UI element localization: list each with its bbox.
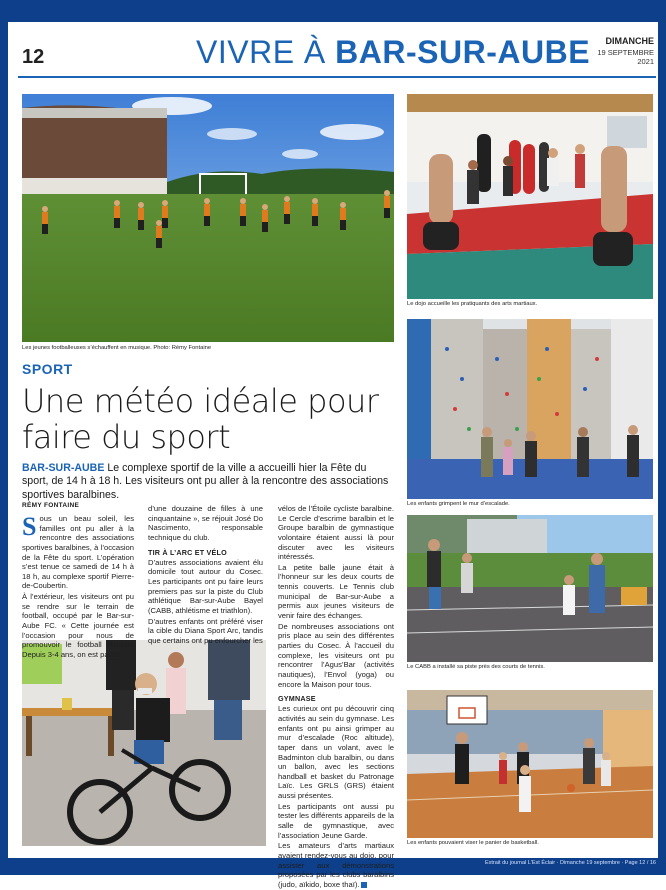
dojo-caption: Le dojo accueille les pratiquants des arts martiaux. xyxy=(407,301,538,307)
football-photo xyxy=(22,94,394,342)
col2-paragraph-3: D’autres enfants ont préféré viser la cible du Diana Sport Arc, tandis que certains ont pu enfourcher les xyxy=(148,616,263,645)
col3-paragraph-5: Les participants ont aussi pu tester les différents appareils de la salle de gymnastique, avec l’association Jeune Garde. xyxy=(278,801,394,840)
basket-caption: Les enfants pouvaient viser le panier de basketball. xyxy=(407,840,539,846)
football-caption: Les jeunes footballeuses s’échauffent en musique. Photo: Rémy Fontaine xyxy=(22,345,212,351)
edition-date: 19 SEPTEMBRE 2021 xyxy=(597,48,654,66)
col3-paragraph-4: Les curieux ont pu découvrir cinq activités au sein du gymnase. Les enfants ont pu ainsi grimper au mur d’escalade (Roc altitude), taper dans un volant, avec le Badminton club baralbin, ou dans un ballon, avec les sections handball et basket du Patronage Laïc. Les GRLS (GRS) étaient aussi présentes. xyxy=(278,704,394,801)
col3-paragraph-2: La petite balle jaune était à l’honneur sur les deux courts de tennis couverts. Le Tennis club municipal de Bar-sur-Aube a permis aux jeunes visiteurs de venir faire des échanges. xyxy=(278,562,394,621)
section-city: BAR-SUR-AUBE xyxy=(335,34,591,70)
article-byline: RÉMY FONTAINE xyxy=(22,502,80,509)
climbing-caption: Les enfants grimpent le mur d’escalade. xyxy=(407,501,510,507)
col3-paragraph-3: De nombreuses associations ont pris place au sein des différentes parties du Cosec. À l’accueil du complexe, les visiteurs ont pu rencontrer l’Agus’Bar (activités nautiques), l’Envol (yoga) ou encore la Maison pour tous. xyxy=(278,621,394,689)
article-rubric: SPORT xyxy=(22,361,73,377)
article-headline: Une météo idéale pour faire du sport xyxy=(22,382,379,456)
drop-cap: S xyxy=(22,512,37,541)
article-column-3 xyxy=(278,504,394,890)
dojo-photo xyxy=(407,94,653,299)
article-column-1 xyxy=(22,514,134,661)
col1-paragraph-1: ous un beau soleil, les familles ont pu aller à la rencontre des associations sportives baralbines, à l’occasion de la Fête du sport. L’opération s’est tenue ce samedi de 14 h à 18 h, au complexe sportif Pierre-de-Coubertin. xyxy=(22,514,134,591)
col2-paragraph-2: D’autres associations avaient élu domicile tout autour du Cosec. Les participants ont pu faire leurs premiers pas sur la piste du Club athlétique Bar-sur-Aube Bayel (CABB, athlétisme et triathlon). xyxy=(148,557,263,615)
standfirst-text: Le complexe sportif de la ville a accueilli hier la Fête du sport, de 14 h à 18 h. Les visiteurs ont pu aller à la rencontre des associations sportives baralbines. xyxy=(22,462,389,501)
cabb-caption: Le CABB a installé sa piste près des courts de tennis. xyxy=(407,664,545,670)
col2-paragraph-1: d’une douzaine de filles à une cinquantaine », se réjouit José Do Nascimento, responsable technique du club. xyxy=(148,504,263,542)
col3-paragraph-6: Les amateurs d’arts martiaux avaient rendez-vous au dojo, pour assister aux démonstrations proposées par les clubs baralbins (judo, aïkido, boxe thaï). xyxy=(278,841,394,889)
end-of-article-mark xyxy=(361,882,367,888)
cabb-photo xyxy=(407,515,653,662)
section-prefix: VIVRE À xyxy=(196,34,326,70)
page-number: 12 xyxy=(22,46,45,68)
climbing-photo xyxy=(407,319,653,499)
col3-paragraph-1: vélos de l’Étoile cycliste baralbine. Le Cercle d’escrime baralbin et le Groupe baralbin de gymnastique volontaire étaient aussi là pour discuter avec les visiteurs intéressés. xyxy=(278,504,394,562)
section-title xyxy=(196,34,590,71)
top-frame-bar xyxy=(0,0,666,22)
basket-photo xyxy=(407,690,653,838)
footer-note: Extrait du journal L'Est Éclair · Dimanche 19 septembre · Page 12 / 16 xyxy=(484,860,656,866)
article-column-2 xyxy=(148,504,263,646)
col3-subheading: GYMNASE xyxy=(278,694,316,704)
article-standfirst xyxy=(22,462,394,502)
cycling-photo xyxy=(22,640,266,846)
left-frame-bar xyxy=(0,0,8,875)
col1-paragraph-2: À l’extérieur, les visiteurs ont pu se rendre sur le terrain de football, occupé par le Bar-sur-Aube FC. « Cette journée est l’occasion pour nous de promouvoir le football féminin. Depuis 3-4 ans, on est passé xyxy=(22,592,134,659)
right-frame-bar xyxy=(658,0,666,875)
edition-day: DIMANCHE xyxy=(605,36,654,46)
col2-subheading: TIR À L’ARC ET VÉLO xyxy=(148,547,227,557)
standfirst-city: BAR-SUR-AUBE xyxy=(22,462,105,474)
header-rule xyxy=(18,76,656,78)
